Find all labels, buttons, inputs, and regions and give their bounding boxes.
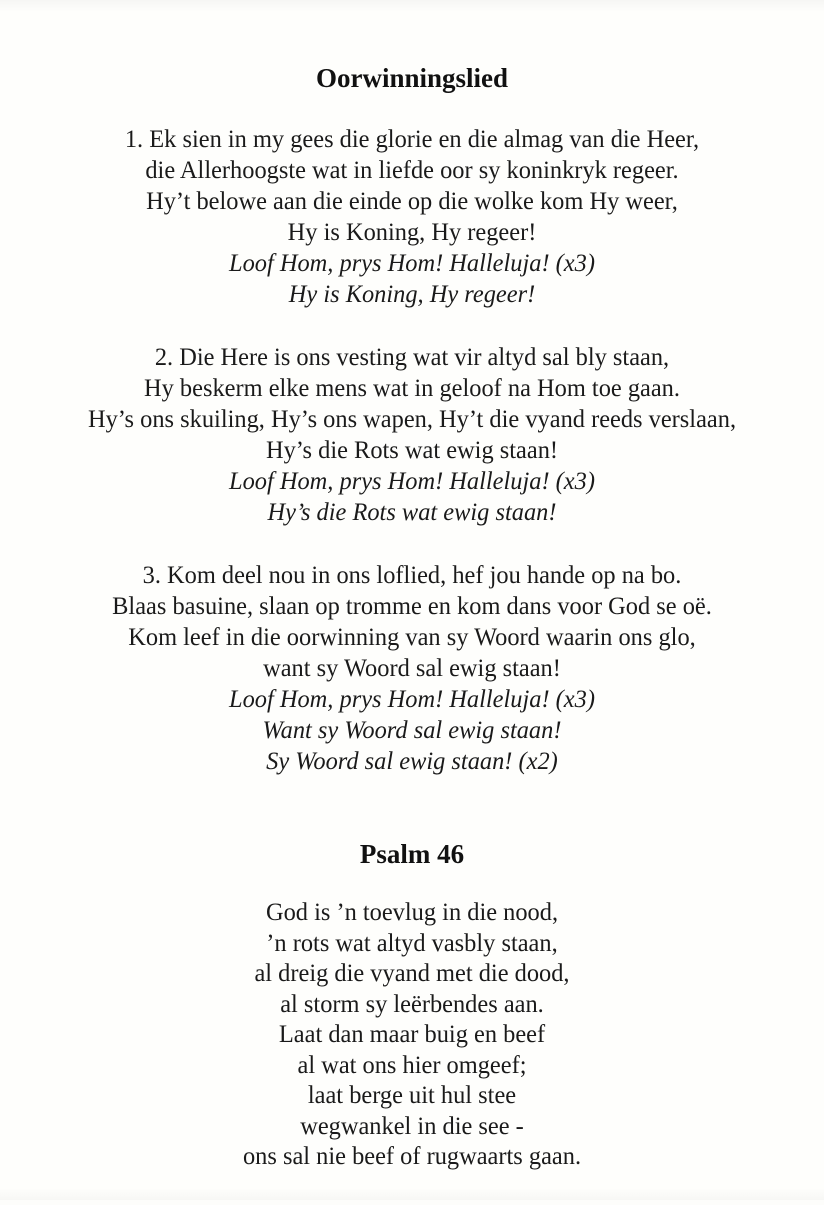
stanza-1: [0, 124, 824, 310]
lyric-line: wegwankel in die see -: [300, 1112, 524, 1140]
song-title: Oorwinningslied: [315, 63, 509, 93]
lyric-line: Blaas basuine, slaan op tromme en kom dans voor God se oë.: [112, 593, 712, 620]
chorus-line: Loof Hom, prys Hom! Halleluja! (x3): [229, 686, 595, 713]
lyric-line: Laat dan maar buig en beef: [278, 1021, 546, 1048]
lyric-line: Hy’s die Rots wat ewig staan!: [265, 437, 559, 464]
chorus-line: Hy is Koning, Hy regeer!: [288, 281, 536, 308]
song-title: Psalm 46: [359, 839, 465, 869]
lyric-line: Kom leef in die oorwinning van sy Woord waarin ons glo,: [128, 624, 696, 651]
lyric-line: die Allerhoogste wat in liefde oor sy koninkryk regeer.: [145, 157, 679, 184]
lyric-line: Hy is Koning, Hy regeer!: [287, 219, 537, 246]
chorus-line: Sy Woord sal ewig staan! (x2): [266, 748, 558, 775]
song-psalm-46: [0, 838, 824, 1205]
lyric-line: want sy Woord sal ewig staan!: [263, 655, 561, 682]
lyric-line: ons sal nie beef of rugwaarts gaan.: [242, 1143, 582, 1170]
chorus-line: Loof Hom, prys Hom! Halleluja! (x3): [229, 468, 595, 495]
chorus-line: Want sy Woord sal ewig staan!: [262, 717, 562, 744]
lyric-line: al dreig die vyand met die dood,: [254, 960, 570, 987]
stanza-1: [0, 898, 824, 1173]
lyric-line: al storm sy leërbendes aan.: [280, 990, 544, 1018]
lyric-line: laat berge uit hul stee: [307, 1082, 517, 1109]
lyric-line: al wat ons hier omgeef;: [297, 1051, 527, 1079]
lyric-line: ’n rots wat altyd vasbly staan,: [266, 929, 558, 957]
lyric-line: 2. Die Here is ons vesting wat vir altyd sal bly staan,: [154, 344, 670, 371]
lyric-line: God is ’n toevlug in die nood,: [265, 899, 559, 926]
lyric-line: Hy beskerm elke mens wat in geloof na Hom toe gaan.: [144, 375, 680, 402]
lyric-line: Hy’s ons skuiling, Hy’s ons wapen, Hy’t die vyand reeds verslaan,: [87, 406, 737, 433]
lyric-line: 1. Ek sien in my gees die glorie en die almag van die Heer,: [124, 126, 700, 153]
lyric-line: Hy’t belowe aan die einde op die wolke kom Hy weer,: [146, 188, 678, 215]
stanza-2: [0, 342, 824, 528]
stanza-3: [0, 560, 824, 777]
lyric-line: 3. Kom deel nou in ons loflied, hef jou hande op na bo.: [142, 562, 682, 589]
song-oorwinningslied: [0, 62, 824, 809]
chorus-line: Hy’s die Rots wat ewig staan!: [267, 499, 557, 526]
chorus-line: Loof Hom, prys Hom! Halleluja! (x3): [229, 250, 595, 277]
